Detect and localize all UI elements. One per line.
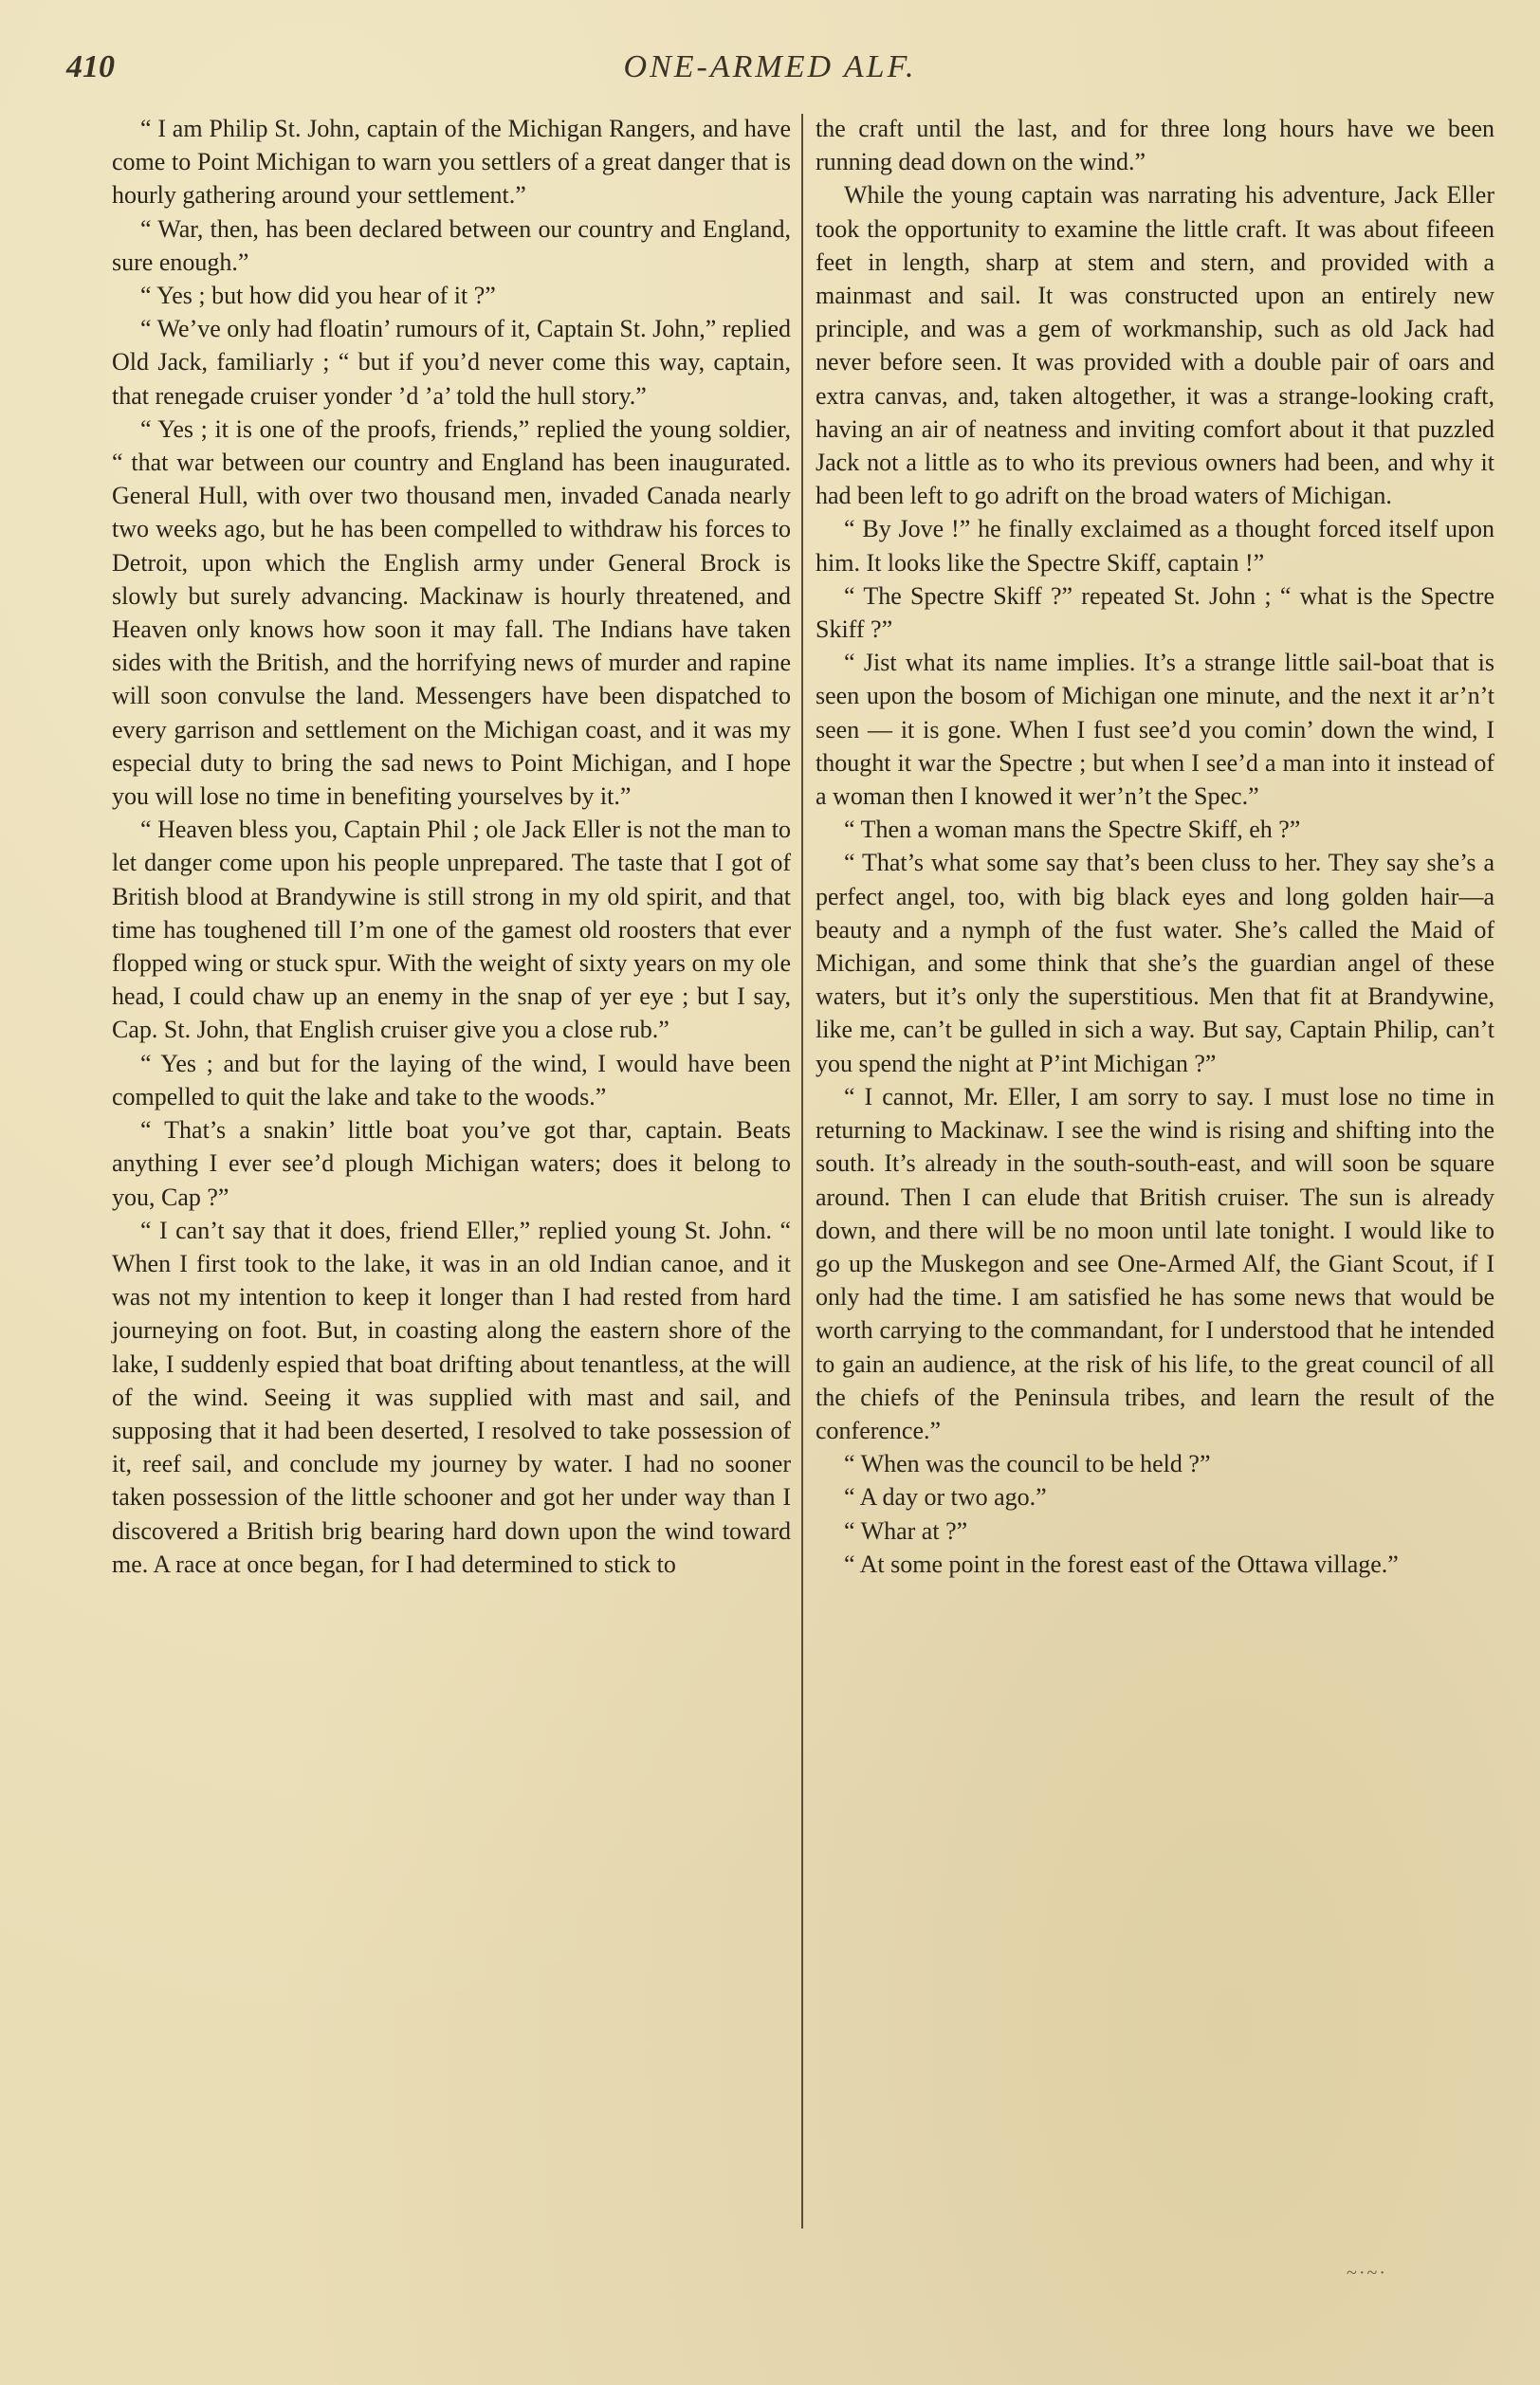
- paragraph: “ At some point in the forest east of the Ottawa village.”: [844, 1550, 1399, 1578]
- paragraph: “ Jist what its name implies. It’s a strange little sail-boat that is seen upon the bosom of Michigan one minute, and the next it ar’n’t seen — it is gone. When I fust see’d you comin’ down the wind, I thought it war the Spectre ; but when I see’d a man into it instead of a woman then I knowed it wer’n’t the Spec.”: [816, 649, 1494, 811]
- paragraph: “ A day or two ago.”: [844, 1483, 1047, 1512]
- paragraph: “ Then a woman mans the Spectre Skiff, eh ?”: [844, 816, 1301, 844]
- end-ornament: ~·~·: [1347, 2263, 1387, 2284]
- paragraph: “ By Jove !” he finally exclaimed as a thought forced itself upon him. It looks like the Spectre Skiff, captain !”: [816, 515, 1494, 577]
- paragraph: “ Yes ; and but for the laying of the wind, I would have been compelled to quit the lake and take to the woods.”: [112, 1049, 791, 1110]
- paragraph: “ The Spectre Skiff ?” repeated St. John ; “ what is the Spectre Skiff ?”: [816, 581, 1494, 644]
- left-column: [112, 112, 791, 1581]
- paragraph: “ Yes ; but how did you hear of it ?”: [140, 282, 496, 310]
- paragraph: “ I am Philip St. John, captain of the Michigan Rangers, and have come to Point Michigan to warn you settlers of a great danger that is hourly gathering around your settlement.”: [112, 115, 791, 210]
- paragraph: “ Yes ; it is one of the proofs, friends,” replied the young soldier, “ that war between our country and England has been inaugurated. General Hull, with over two thousand men, invaded Canada nearly two weeks ago, but he has been compelled to withdraw his forces to Detroit, upon which the English army under General Brock is slowly but surely advancing. Mackinaw is hourly threatened, and Heaven only knows how soon it may fall. The Indians have taken sides with the British, and the horrifying news of murder and rapine will soon convulse the land. Messengers have been dispatched to every garrison and settlement on the Michigan coast, and it was my especial duty to bring the sad news to Point Michigan, and I hope you will lose no time in benefiting yourselves by it.”: [112, 414, 791, 811]
- running-title: ONE-ARMED ALF.: [623, 49, 917, 84]
- paragraph: “ I can’t say that it does, friend Eller,” replied young St. John. “ When I first took to the lake, it was in an old Indian canoe, and it was not my intention to keep it longer than I had rested from hard journeying on foot. But, in coasting along the eastern shore of the lake, I suddenly espied that boat drifting about tenantless, at the will of the wind. Seeing it was supplied with mast and sail, and supposing that it had been deserted, I resolved to take possession of it, reef sail, and conclude my journey by water. I had no sooner taken possession of the little schooner and got her under way than I discovered a British brig bearing hard down upon the wind toward me. A race at once began, for I had determined to stick to: [112, 1216, 791, 1578]
- page-number: 410: [66, 49, 115, 84]
- paragraph: While the young captain was narrating his adventure, Jack Eller took the opportunity to examine the little craft. It was about fifeeen feet in length, sharp at stem and stern, and provided with a mainmast and sail. It was constructed upon an entirely new principle, and was a gem of workmanship, such as old Jack had never before seen. It was provided with a double pair of oars and extra canvas, and, taken altogether, it was a strange-looking craft, having an air of neatness and inviting comfort about it that puzzled Jack not a little as to who its previous owners had been, and why it had been left to go adrift on the broad waters of Michigan.: [816, 181, 1494, 510]
- paragraph: “ Heaven bless you, Captain Phil ; ole Jack Eller is not the man to let danger come upon his people unprepared. The taste that I got of British blood at Brandywine is still strong in my old spirit, and that time has toughened till I’m one of the gamest old roosters that ever flopped wing or stuck spur. With the weight of sixty years on my ole head, I could chaw up an enemy in the snap of yer eye ; but I say, Cap. St. John, that English cruiser give you a close rub.”: [112, 816, 791, 1044]
- paragraph: “ That’s a snakin’ little boat you’ve got thar, captain. Beats anything I ever see’d plough Michigan waters; does it belong to you, Cap ?”: [112, 1116, 791, 1211]
- page-header: [66, 49, 1474, 87]
- paragraph-continuation: the craft until the last, and for three long hours have we been running dead down on the wind.”: [816, 115, 1494, 176]
- paragraph: “ We’ve only had floatin’ rumours of it, Captain St. John,” replied Old Jack, familiarly ; “ but if you’d never come this way, captain, that renegade cruiser yonder ’d ’a’ told the hull story.”: [112, 315, 791, 410]
- paragraph: “ Whar at ?”: [844, 1516, 968, 1545]
- paragraph: “ When was the council to be held ?”: [844, 1450, 1211, 1478]
- right-column: [816, 112, 1494, 1581]
- paragraph: “ War, then, has been declared between our country and England, sure enough.”: [112, 214, 791, 276]
- paragraph: “ That’s what some say that’s been cluss to her. They say she’s a perfect angel, too, with big black eyes and long golden hair—a beauty and a nymph of the fust water. She’s called the Maid of Michigan, and some think that she’s the guardian angel of these waters, but it’s only the superstitious. Men that fit at Brandywine, like me, can’t be gulled in sich a way. But say, Captain Philip, can’t you spend the night at P’int Michigan ?”: [816, 849, 1494, 1077]
- column-divider: [801, 114, 803, 2229]
- paragraph: “ I cannot, Mr. Eller, I am sorry to say. I must lose no time in returning to Mackinaw. I see the wind is rising and shifting into the south. It’s already in the south-south-east, and will soon be square around. Then I can elude that British cruiser. The sun is already down, and there will be no moon until late tonight. I would like to go up the Muskegon and see One-Armed Alf, the Giant Scout, if I only had the time. I am satisfied he has some news that would be worth carrying to the commandant, for I understood that he intended to gain an audience, at the risk of his life, to the great council of all the chiefs of the Peninsula tribes, and learn the result of the conference.”: [816, 1082, 1494, 1444]
